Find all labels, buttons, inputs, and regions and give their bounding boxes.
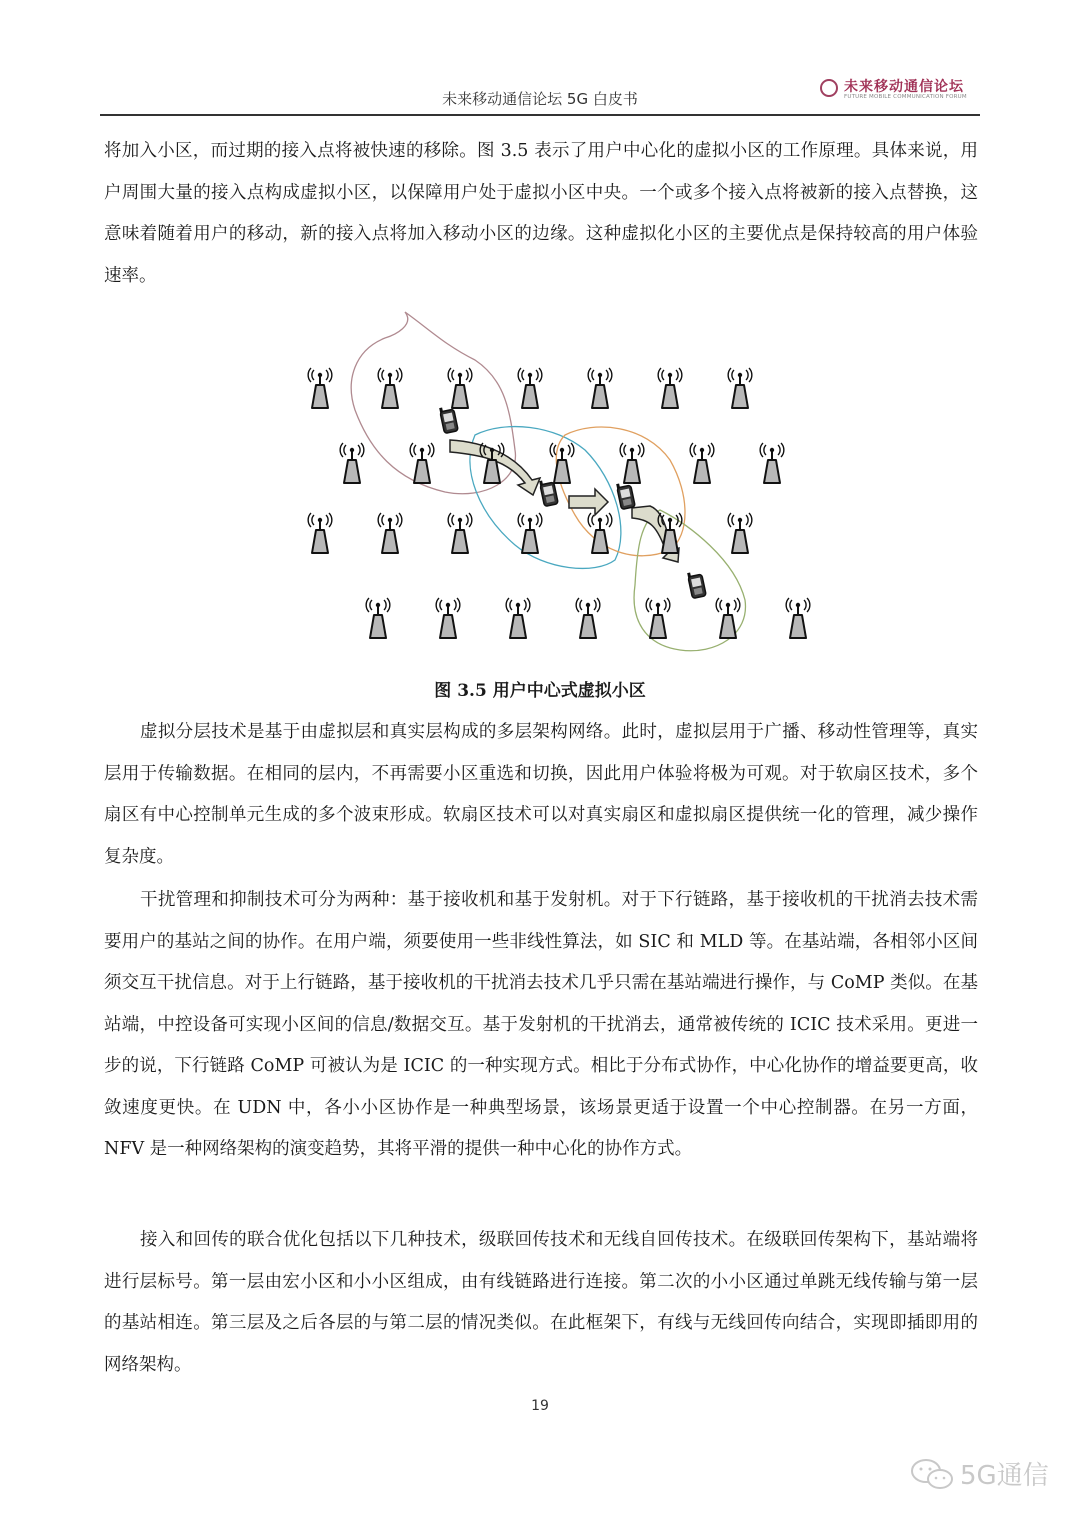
antenna-icon xyxy=(728,513,752,553)
logo-emblem-icon xyxy=(820,79,838,97)
watermark-text: 5G通信 xyxy=(960,1461,1049,1491)
forum-logo xyxy=(820,76,980,106)
antenna-icon xyxy=(620,443,644,483)
page-number: 19 xyxy=(531,1398,549,1414)
antenna-icon xyxy=(646,598,670,638)
paragraph-4: 接入和回传的联合优化包括以下几种技术，级联回传技术和无线自回传技术。在级联回传架构下，基站端将进行层标号。第一层由宏小区和小小区组成，由有线链路进行连接。第二次的小小区通过单跳无线传输与第一层的基站相连。第三层及之后各层的与第二层的情况类似。在此框架下，有线与无线回传向结合，实现即插即用的网络架构。 xyxy=(104,1230,978,1375)
antenna-icon xyxy=(448,368,472,408)
antenna-icon xyxy=(518,368,542,408)
antenna-icon xyxy=(576,598,600,638)
antenna-icon xyxy=(506,598,530,638)
antenna-icon xyxy=(308,513,332,553)
antenna-icon xyxy=(760,443,784,483)
antenna-icon xyxy=(436,598,460,638)
paragraph-3: 干扰管理和抑制技术可分为两种：基于接收机和基于发射机。对于下行链路，基于接收机的干扰消去技术需要用户的基站之间的协作。在用户端，须要使用一些非线性算法，如 SIC 和 MLD 等。在基站端，各相邻小区间须交互干扰信息。对于上行链路，基于接收机的干扰消去技术几乎只需在基站端进行操作，与 CoMP 类似。在基站端，中控设备可实现小区间的信息/数据交互。基于发射机的干扰消去，通常被传统的 ICIC 技术采用。更进一步的说，下行链路 CoMP 可被认为是 ICIC 的一种实现方式。相比于分布式协作，中心化协作的增益要更高，收敛速度更快。在 UDN 中，各小小区协作是一种典型场景，该场景更适于设置一个中心控制器。在另一方面，NFV 是一种网络架构的演变趋势，其将平滑的提供一种中心化的协作方式。 xyxy=(104,890,978,1159)
antenna-icon xyxy=(340,443,364,483)
antenna-icon xyxy=(366,598,390,638)
mobile-phone-icon xyxy=(687,570,706,598)
movement-arrow-2 xyxy=(569,489,608,515)
logo-text-en: FUTURE MOBILE COMMUNICATION FORUM xyxy=(844,94,967,100)
paragraph-2: 虚拟分层技术是基于由虚拟层和真实层构成的多层架构网络。此时，虚拟层用于广播、移动性管理等，真实层用于传输数据。在相同的层内，不再需要小区重选和切换，因此用户体验将极为可观。对于软扇区技术，多个扇区有中心控制单元生成的多个波束形成。软扇区技术可以对真实扇区和虚拟扇区提供统一化的管理，减少操作复杂度。 xyxy=(104,722,978,867)
running-header-title: 未来移动通信论坛 5G 白皮书 xyxy=(442,90,638,108)
header-divider xyxy=(100,114,980,116)
antenna-icon xyxy=(518,513,542,553)
logo-text-cn: 未来移动通信论坛 xyxy=(844,79,964,95)
antenna-icon xyxy=(786,598,810,638)
figure-user-centric-virtual-cell xyxy=(295,300,825,670)
antenna-icon xyxy=(410,443,434,483)
base-station-antenna-grid xyxy=(308,368,810,638)
mobile-phone-icon xyxy=(439,405,458,433)
figure-caption: 图 3.5 用户中心式虚拟小区 xyxy=(434,681,646,701)
antenna-icon xyxy=(588,368,612,408)
antenna-icon xyxy=(378,513,402,553)
wechat-icon xyxy=(910,1457,956,1493)
antenna-icon xyxy=(550,443,574,483)
mobile-phone-icon xyxy=(616,481,635,509)
paragraph-1: 将加入小区，而过期的接入点将被快速的移除。图 3.5 表示了用户中心化的虚拟小区的工作原理。具体来说，用户周围大量的接入点构成虚拟小区，以保障用户处于虚拟小区中央。一个或多个接入点将被新的接入点替换，这意味着随着用户的移动，新的接入点将加入移动小区的边缘。这种虚拟化小区的主要优点是保持较高的用户体验速率。 xyxy=(104,141,978,286)
antenna-icon xyxy=(728,368,752,408)
antenna-icon xyxy=(308,368,332,408)
antenna-icon xyxy=(658,368,682,408)
antenna-icon xyxy=(690,443,714,483)
antenna-icon xyxy=(448,513,472,553)
antenna-icon xyxy=(378,368,402,408)
